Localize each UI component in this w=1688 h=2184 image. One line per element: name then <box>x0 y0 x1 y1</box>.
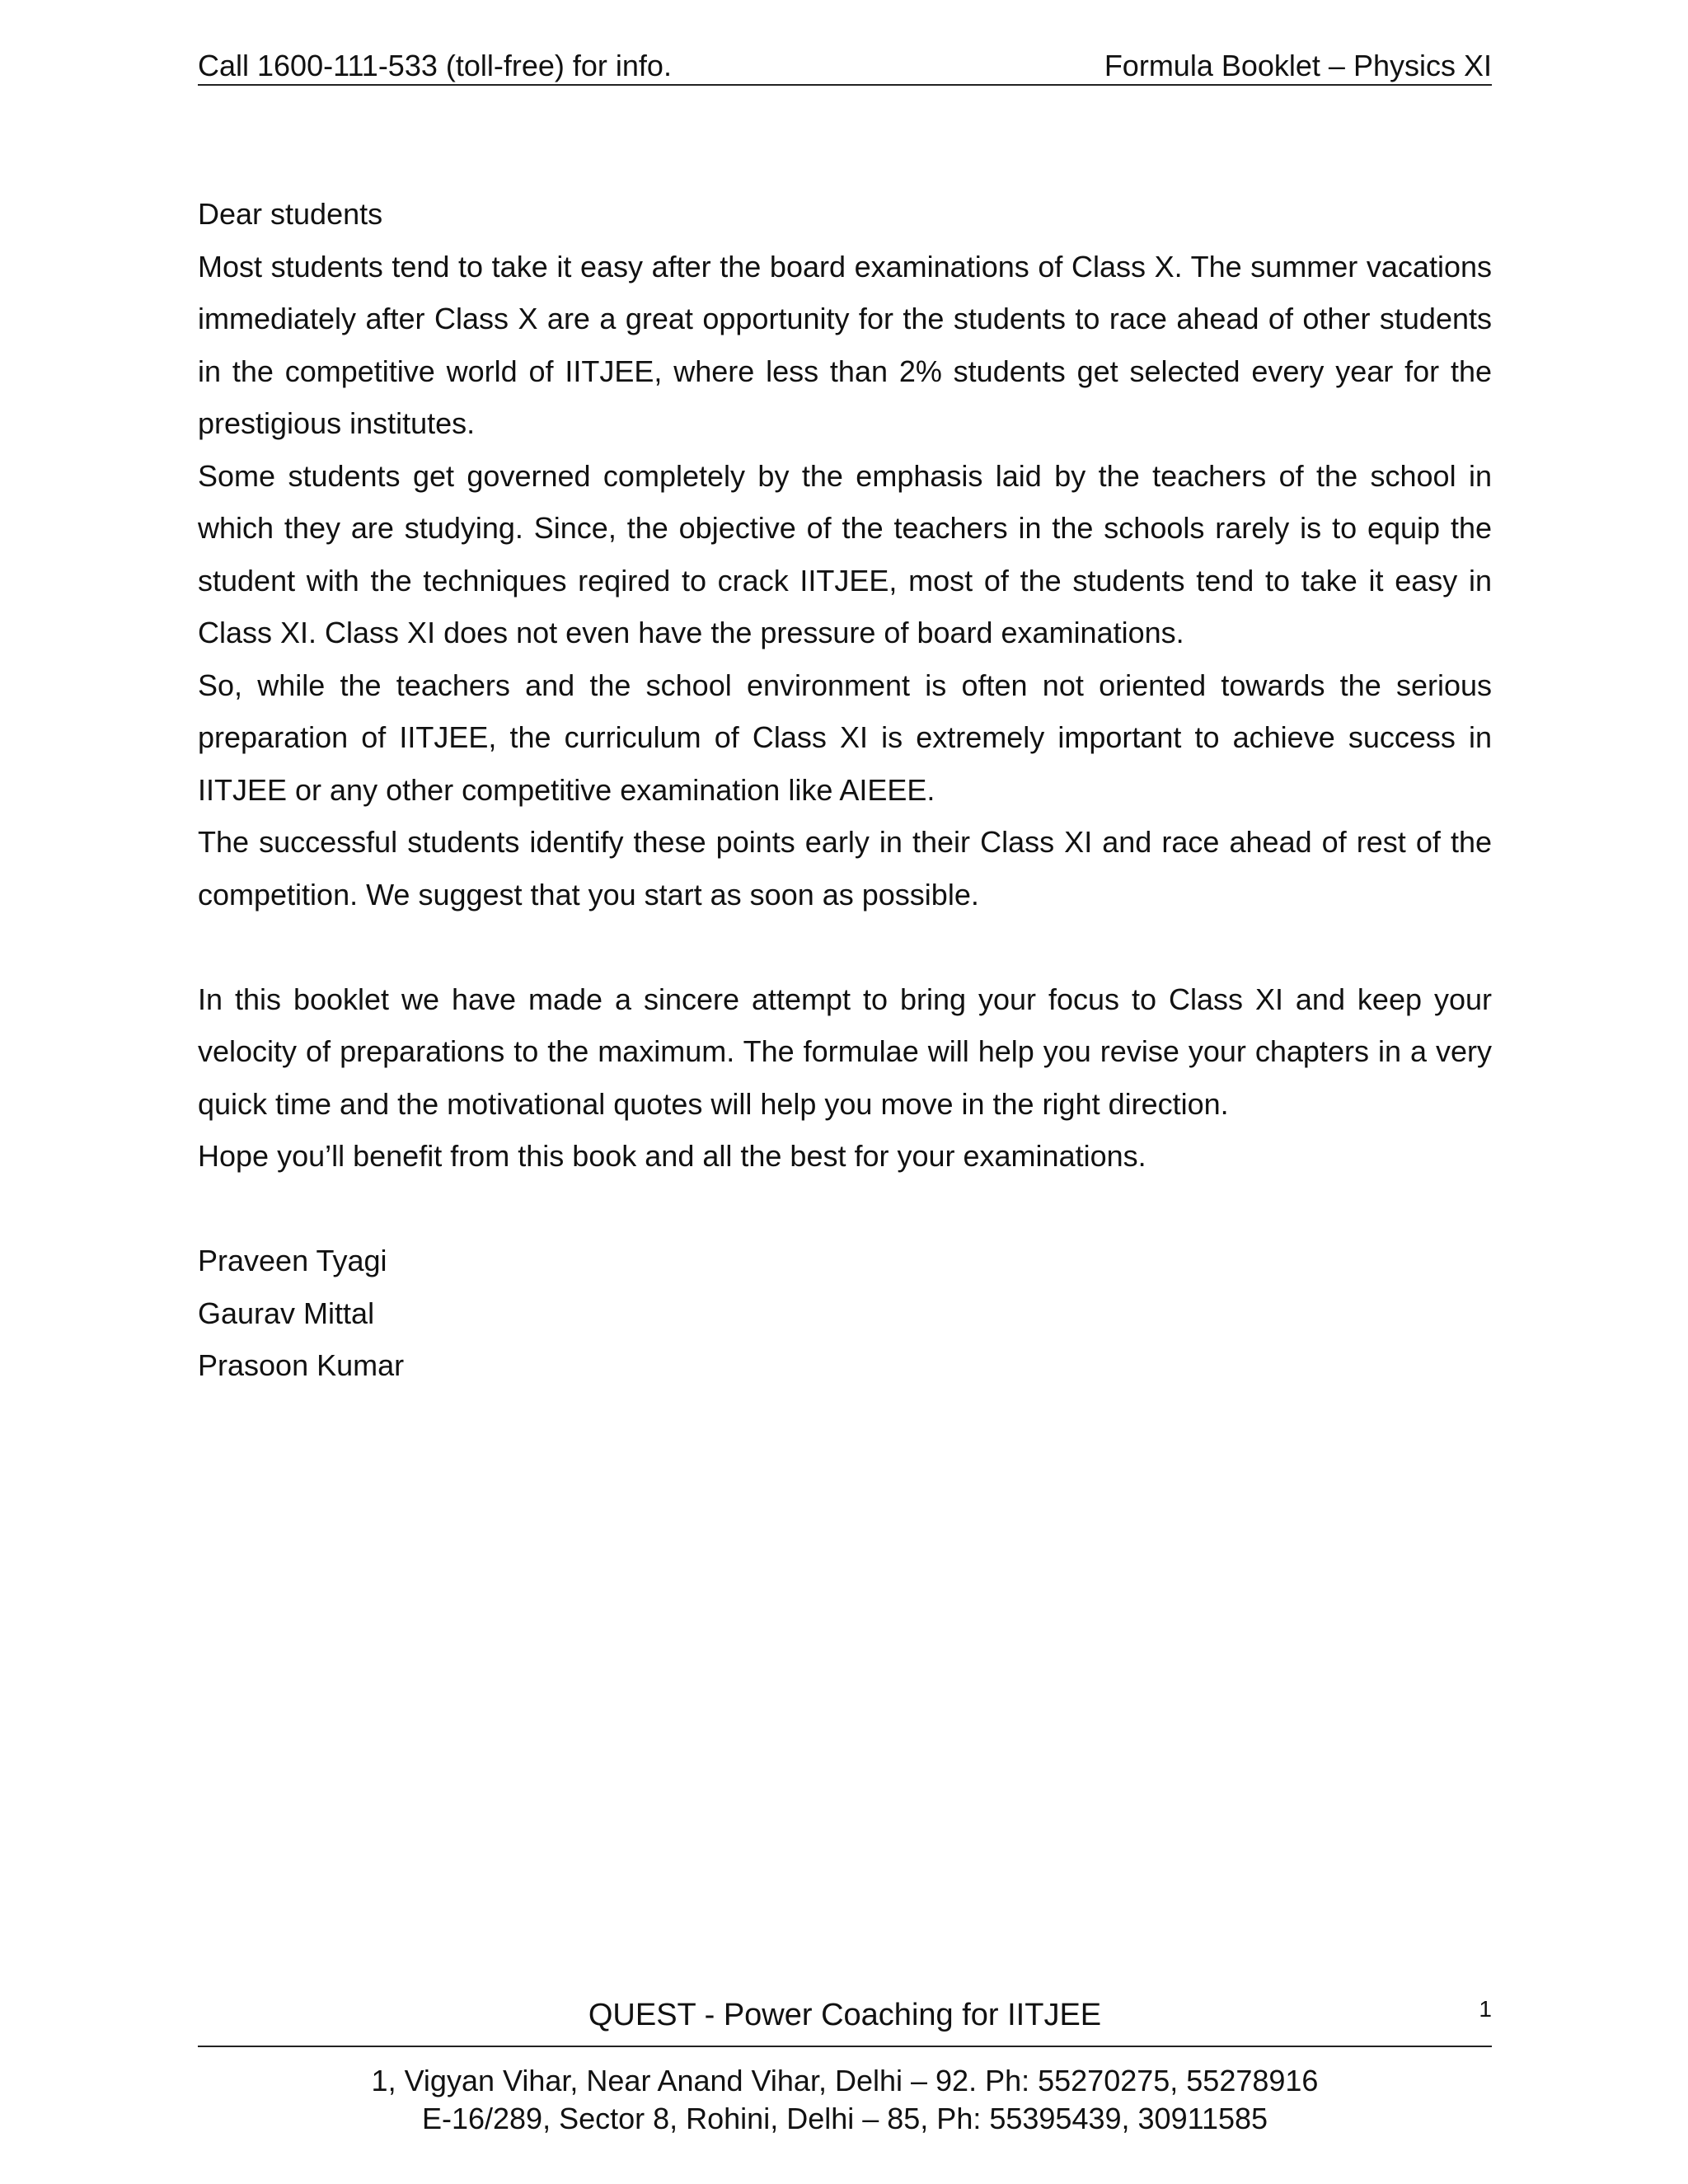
paragraph-spacer <box>198 921 1492 973</box>
paragraph-school-emphasis: Some students get governed completely by the emphasis laid by the teachers of the school in which they are studying. Since, the objective of the teachers in the schools rarely is to equip the student with the techniques reqired to crack IITJEE, most of the students tend to take it easy in Class XI. Class XI does not even have the pressure of board examinations. <box>198 458 1492 649</box>
paragraph-successful-students: The successful students identify these points early in their Class XI and race ahead of rest of the competition. We suggest that you start as soon as possible. <box>198 825 1492 912</box>
page-number: 1 <box>1479 1996 1492 2022</box>
paragraph-curriculum-importance: So, while the teachers and the school environment is often not oriented towards the serious preparation of IITJEE, the curriculum of Class XI is extremely important to achieve success in IITJEE or any other competitive examination like AIEEE. <box>198 668 1492 807</box>
signature-spacer <box>198 1183 1492 1235</box>
address-line-rohini: E-16/289, Sector 8, Rohini, Delhi – 85, Ph: 55395439, 30911585 <box>421 2102 1268 2135</box>
salutation: Dear students <box>198 197 383 231</box>
paragraph-booklet-purpose: In this booklet we have made a sincere attempt to bring your focus to Class XI and keep your velocity of preparations to the maximum. The formulae will help you revise your chapters in a very quick time and the motivational quotes will help you move in the right direction. <box>198 982 1492 1121</box>
letter-body <box>198 188 1492 1392</box>
footer-divider <box>198 2046 1492 2047</box>
signatory-name: Gaurav Mittal <box>198 1296 375 1330</box>
footer-institute-title: QUEST - Power Coaching for IITJEE <box>588 1998 1102 2032</box>
footer-address <box>198 2062 1492 2138</box>
signatory-name: Prasoon Kumar <box>198 1348 405 1382</box>
paragraph-board-exams: Most students tend to take it easy after the board examinations of Class X. The summer vacations immediately after Class X are a great opportunity for the students to race ahead of other students in the competitive world of IITJEE, where less than 2% students get selected every year for the prestigious institutes. <box>198 249 1492 440</box>
header-contact-text: Call 1600-111-533 (toll-free) for info. <box>198 49 672 82</box>
paragraph-best-wishes: Hope you’ll benefit from this book and all the best for your examinations. <box>198 1139 1146 1173</box>
address-line-vigyan-vihar: 1, Vigyan Vihar, Near Anand Vihar, Delhi – 92. Ph: 55270275, 55278916 <box>371 2064 1319 2097</box>
signatory-name: Praveen Tyagi <box>198 1244 387 1277</box>
header-booklet-title: Formula Booklet – Physics XI <box>1104 49 1492 82</box>
page-header <box>198 48 1492 86</box>
